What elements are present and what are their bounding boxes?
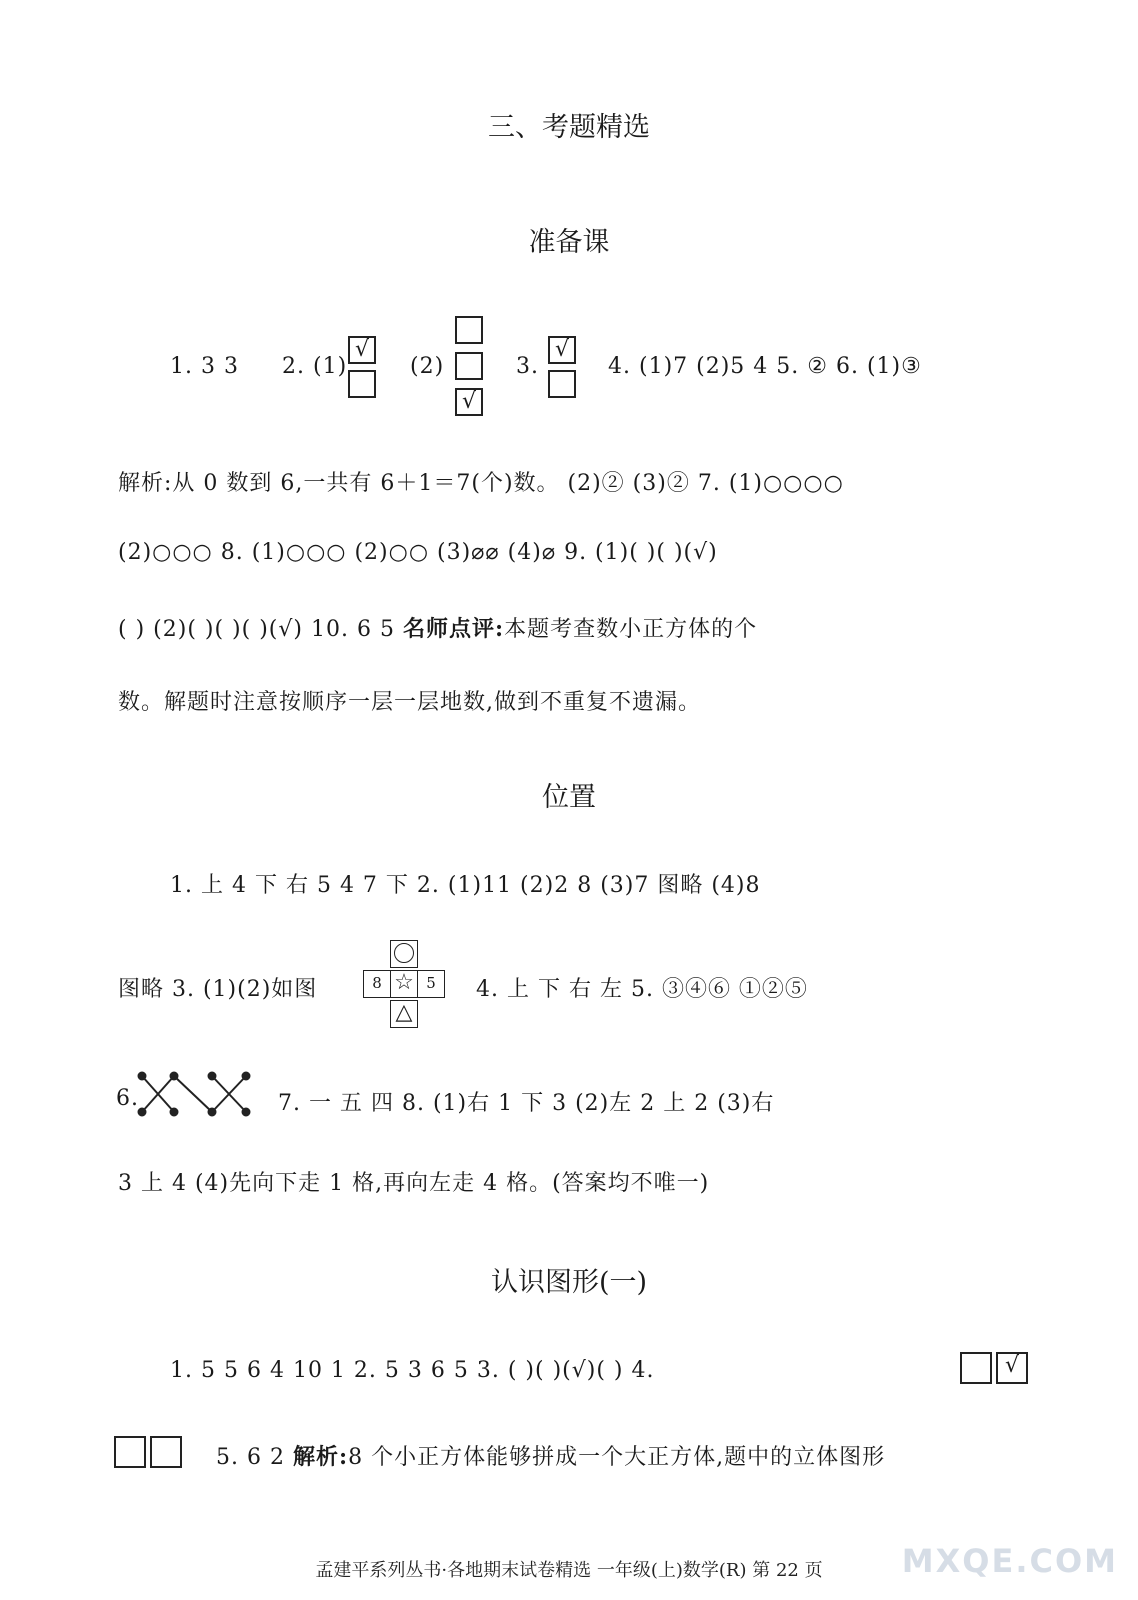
shapes-line-2-text: 5. 6 2 — [216, 1445, 293, 1470]
answer-line-2: 解析:从 0 数到 6,一共有 6＋1＝7(个)数。 (2)② (3)② 7. (1)○○○○ — [118, 471, 844, 496]
checkbox-empty — [548, 370, 576, 398]
checkbox-checked: √ — [348, 336, 376, 364]
square-empty — [114, 1436, 146, 1468]
net-cell-left: 8 — [363, 970, 391, 998]
teacher-comment-label: 名师点评: — [402, 616, 505, 642]
answer-line-4 — [118, 612, 757, 643]
square-checked: √ — [996, 1352, 1028, 1384]
answer-line-1d: 3. — [516, 354, 539, 379]
square-empty — [150, 1436, 182, 1468]
checkbox-empty — [348, 370, 376, 398]
teacher-comment-text: 本题考查数小正方体的个 — [504, 617, 758, 642]
answer-line-1a: 1. 3 3 — [170, 354, 239, 379]
square-empty — [960, 1352, 992, 1384]
section-title: 三、考题精选 — [488, 112, 650, 143]
position-line-4: 3 上 4 (4)先向下走 1 格,再向左走 4 格。(答案均不唯一) — [118, 1171, 710, 1196]
net-cell-right: 5 — [417, 970, 445, 998]
answer-line-1b: 2. (1) — [282, 354, 348, 379]
checkbox-empty — [455, 352, 483, 380]
net-cell-triangle: △ — [390, 1000, 418, 1028]
page-footer: 孟建平系列丛书·各地期末试卷精选 一年级(上)数学(R) 第 22 页 — [315, 1560, 823, 1581]
position-line-3b: 7. 一 五 四 8. (1)右 1 下 3 (2)左 2 上 2 (3)右 — [278, 1091, 775, 1116]
position-line-3a: 6. — [116, 1086, 139, 1111]
position-line-2b: 4. 上 下 右 左 5. ③④⑥ ①②⑤ — [476, 977, 808, 1002]
answer-line-1c: (2) — [410, 354, 445, 379]
checkbox-checked: √ — [548, 336, 576, 364]
matching-lines-figure — [134, 1068, 254, 1120]
shapes-line-2 — [216, 1440, 885, 1471]
heading-preparation: 准备课 — [528, 227, 610, 258]
answer-line-5: 数。解题时注意按顺序一层一层地数,做到不重复不遗漏。 — [118, 690, 701, 715]
net-cell-star: ☆ — [390, 970, 418, 998]
answer-line-3: (2)○○○ 8. (1)○○○ (2)○○ (3)⌀⌀ (4)⌀ 9. (1)( )( )(√) — [118, 540, 718, 565]
watermark: MXQE.COM — [901, 1542, 1118, 1580]
checkbox-empty — [455, 316, 483, 344]
answer-line-1e: 4. (1)7 (2)5 4 5. ② 6. (1)③ — [608, 354, 922, 379]
net-cell-circle — [390, 940, 418, 968]
answer-line-4-text: ( ) (2)( )( )( )(√) 10. 6 5 — [118, 617, 403, 642]
shapes-line-1: 1. 5 5 6 4 10 1 2. 5 3 6 5 3. ( )( )(√)( ) 4. — [170, 1358, 655, 1383]
heading-shapes: 认识图形(一) — [490, 1267, 648, 1298]
circle-icon — [394, 943, 414, 963]
position-line-1: 1. 上 4 下 右 5 4 7 下 2. (1)11 (2)2 8 (3)7 图略 (4)8 — [170, 873, 761, 898]
analysis-text: 8 个小正方体能够拼成一个大正方体,题中的立体图形 — [348, 1445, 886, 1470]
position-line-2a: 图略 3. (1)(2)如图 — [118, 977, 318, 1002]
heading-position: 位置 — [542, 782, 596, 813]
analysis-label: 解析: — [292, 1444, 349, 1470]
checkbox-checked: √ — [455, 388, 483, 416]
